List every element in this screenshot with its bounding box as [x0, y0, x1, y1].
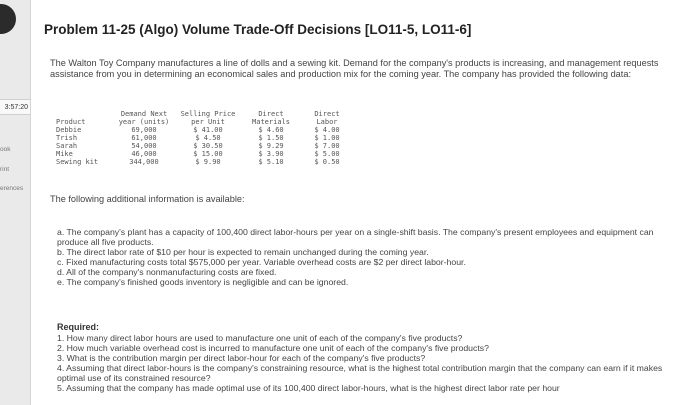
- rail-link-print[interactable]: rint: [0, 166, 10, 173]
- cell-product: Trish: [56, 134, 78, 142]
- cell-materials: $ 4.60: [258, 126, 284, 134]
- additional-info-heading: The following additional information is available:: [50, 194, 245, 204]
- list-item: 3. What is the contribution margin per direct labor-hour for each of the company's five products?: [57, 353, 426, 363]
- product-data-table: [56, 110, 352, 166]
- problem-intro: The Walton Toy Company manufactures a line of dolls and a sewing kit. Demand for the company's products is increasing, and management requests assistance from you in determining an economical sales and production mix for the coming year. The company has provided the following data:: [50, 58, 659, 79]
- list-item: d. All of the company's nonmanufacturing costs are fixed.: [57, 267, 277, 277]
- required-heading: Required:: [57, 322, 100, 332]
- cell-labor: $ 7.00: [314, 142, 340, 150]
- cell-demand: 46,000: [131, 150, 157, 158]
- cell-price: $ 30.50: [193, 142, 223, 150]
- list-item: 5. Assuming that the company has made optimal use of its 100,400 direct labor-hours, what is the highest direct labor rate per hour: [57, 383, 560, 393]
- assumptions-list: [57, 227, 657, 287]
- side-rail: [0, 0, 31, 405]
- problem-title: Problem 11-25 (Algo) Volume Trade-Off Decisions [LO11-5, LO11-6]: [44, 22, 472, 37]
- list-item: 4. Assuming that direct labor-hours is the company's constraining resource, what is the highest total contribution margin that the company can earn if it makes optimal use of its constrained resource?: [57, 363, 663, 383]
- list-item: 1. How many direct labor hours are used to manufacture one unit of each of the company's five products?: [57, 333, 463, 343]
- list-item: e. The company's finished goods inventory is negligible and can be ignored.: [57, 277, 349, 287]
- cell-price: $ 9.90: [195, 158, 221, 166]
- header-demand: Demand Next year (units): [118, 110, 170, 126]
- list-item: a. The company's plant has a capacity of 100,400 direct labor-hours per year on a single-shift basis. The company's present employees and equipment can produce all five products.: [57, 227, 654, 247]
- table-row: [56, 158, 352, 166]
- header-selling-price: Selling Price per Unit: [180, 110, 236, 126]
- cell-demand: 54,000: [131, 142, 157, 150]
- cell-product: Debbie: [56, 126, 82, 134]
- header-direct-materials: Direct Materials: [252, 110, 290, 126]
- cell-price: $ 41.00: [193, 126, 223, 134]
- table-header-row: [56, 110, 352, 126]
- cell-labor: $ 1.00: [314, 134, 340, 142]
- cell-product: Sarah: [56, 142, 78, 150]
- rail-link-ebook[interactable]: ook: [0, 146, 11, 153]
- header-direct-labor: Direct Labor: [314, 110, 340, 126]
- cell-materials: $ 9.29: [258, 142, 284, 150]
- cell-price: $ 15.00: [193, 150, 223, 158]
- cell-materials: $ 1.50: [258, 134, 284, 142]
- cell-labor: $ 0.50: [314, 158, 340, 166]
- cell-materials: $ 5.10: [258, 158, 284, 166]
- list-item: 2. How much variable overhead cost is incurred to manufacture one unit of each of the company's five products?: [57, 343, 489, 353]
- cell-product: Mike: [56, 150, 73, 158]
- table-row: [56, 150, 352, 158]
- rail-link-references[interactable]: erences: [0, 185, 24, 192]
- header-product: Product: [56, 118, 86, 126]
- cell-demand: 344,000: [129, 158, 159, 166]
- questions-list: [57, 333, 672, 393]
- cell-demand: 69,000: [131, 126, 157, 134]
- table-row: [56, 134, 352, 142]
- table-row: [56, 142, 352, 150]
- cell-labor: $ 4.00: [314, 126, 340, 134]
- list-item: b. The direct labor rate of $10 per hour is expected to remain unchanged during the coming year.: [57, 247, 429, 257]
- cell-product: Sewing kit: [56, 158, 99, 166]
- cell-demand: 61,000: [131, 134, 157, 142]
- app-logo-icon: [0, 4, 16, 34]
- timer-readout: 3:57:20: [0, 99, 30, 115]
- table-row: [56, 126, 352, 134]
- list-item: c. Fixed manufacturing costs total $575,000 per year. Variable overhead costs are $2 per direct labor-hour.: [57, 257, 466, 267]
- cell-price: $ 4.50: [195, 134, 221, 142]
- cell-materials: $ 3.90: [258, 150, 284, 158]
- cell-labor: $ 5.00: [314, 150, 340, 158]
